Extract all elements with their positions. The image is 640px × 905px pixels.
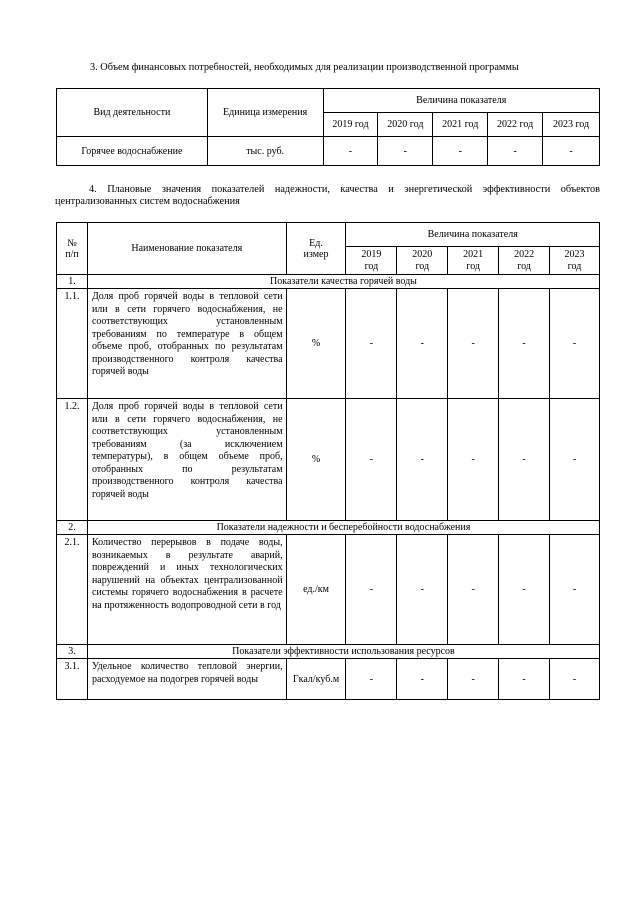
indicator-name: Доля проб горячей воды в тепловой сети или в сети горячего водоснабжения, не соответствующих установленным требованиям по температуре в общем объеме проб, отобранных по результатам производственного контроля качества горячей воды — [87, 289, 286, 399]
header-value: Величина показателя — [346, 223, 600, 247]
row-num: 2.1. — [57, 535, 88, 645]
value-cell: - — [499, 659, 550, 700]
indicator-name: Удельное количество тепловой энергии, расходуемое на подогрев горячей воды — [87, 659, 286, 700]
table-row — [57, 659, 600, 700]
header-year: 2019 год — [323, 113, 378, 137]
table-row — [57, 289, 600, 399]
value-cell: - — [543, 137, 600, 166]
value-cell: - — [433, 137, 488, 166]
header-year: 2022 год — [488, 113, 543, 137]
value-cell: - — [323, 137, 378, 166]
header-year: 2023 год — [550, 247, 600, 275]
value-cell: - — [378, 137, 433, 166]
header-activity: Вид деятельности — [57, 89, 208, 137]
section-row — [57, 521, 600, 535]
section4-heading: 4. Плановые значения показателей надежности, качества и энергетической эффективности объектов централизованных систем водоснабжения — [55, 184, 600, 207]
header-year: 2020 год — [397, 247, 448, 275]
value-cell: - — [550, 535, 600, 645]
section3-heading: 3. Объем финансовых потребностей, необходимых для реализации производственной программы — [90, 62, 519, 73]
header-year: 2020 год — [378, 113, 433, 137]
header-value: Величина показателя — [323, 89, 599, 113]
value-cell: - — [448, 399, 499, 521]
indicators-table — [56, 222, 600, 700]
value-cell: - — [448, 535, 499, 645]
unit-cell: Гкал/куб.м — [286, 659, 346, 700]
header-year: 2021 год — [433, 113, 488, 137]
header-year: 2022 год — [499, 247, 550, 275]
value-cell: - — [346, 289, 397, 399]
section-row — [57, 645, 600, 659]
table-row — [57, 535, 600, 645]
value-cell: - — [488, 137, 543, 166]
table-row — [57, 399, 600, 521]
value-cell: - — [550, 289, 600, 399]
indicator-name: Доля проб горячей воды в тепловой сети или в сети горячего водоснабжения, не соответствующих установленным требованиям (за исключением температуры), в общем объеме проб, отобранных по результатам производственного контроля качества горячей воды — [87, 399, 286, 521]
row-num: 1.2. — [57, 399, 88, 521]
header-unit: Единица измерения — [207, 89, 323, 137]
row-num: 3.1. — [57, 659, 88, 700]
value-cell: - — [397, 535, 448, 645]
unit-cell: % — [286, 289, 346, 399]
value-cell: - — [499, 289, 550, 399]
row-num: 1.1. — [57, 289, 88, 399]
value-cell: - — [346, 535, 397, 645]
value-cell: - — [499, 535, 550, 645]
header-year: 2019 год — [346, 247, 397, 275]
section-row — [57, 275, 600, 289]
unit-cell: тыс. руб. — [207, 137, 323, 166]
value-cell: - — [499, 399, 550, 521]
activity-cell: Горячее водоснабжение — [57, 137, 208, 166]
value-cell: - — [397, 289, 448, 399]
value-cell: - — [397, 399, 448, 521]
value-cell: - — [550, 399, 600, 521]
section-title: Показатели надежности и бесперебойности водоснабжения — [87, 521, 599, 535]
value-cell: - — [397, 659, 448, 700]
table-row — [57, 137, 600, 166]
section-num: 2. — [57, 521, 88, 535]
header-unit: Ед. измер — [286, 223, 346, 275]
section-num: 3. — [57, 645, 88, 659]
financial-needs-table — [56, 88, 600, 166]
section-num: 1. — [57, 275, 88, 289]
unit-cell: % — [286, 399, 346, 521]
header-year: 2023 год — [543, 113, 600, 137]
indicator-name: Количество перерывов в подаче воды, возникаемых в результате аварий, повреждений и иных технологических нарушений на объектах централизованной системы горячего водоснабжения в расчете на протяженность водопроводной сети в год — [87, 535, 286, 645]
unit-cell: ед./км — [286, 535, 346, 645]
value-cell: - — [448, 289, 499, 399]
header-num: № п/п — [57, 223, 88, 275]
header-name: Наименование показателя — [87, 223, 286, 275]
value-cell: - — [550, 659, 600, 700]
section-title: Показатели эффективности использования ресурсов — [87, 645, 599, 659]
value-cell: - — [346, 399, 397, 521]
header-year: 2021 год — [448, 247, 499, 275]
value-cell: - — [346, 659, 397, 700]
section-title: Показатели качества горячей воды — [87, 275, 599, 289]
value-cell: - — [448, 659, 499, 700]
